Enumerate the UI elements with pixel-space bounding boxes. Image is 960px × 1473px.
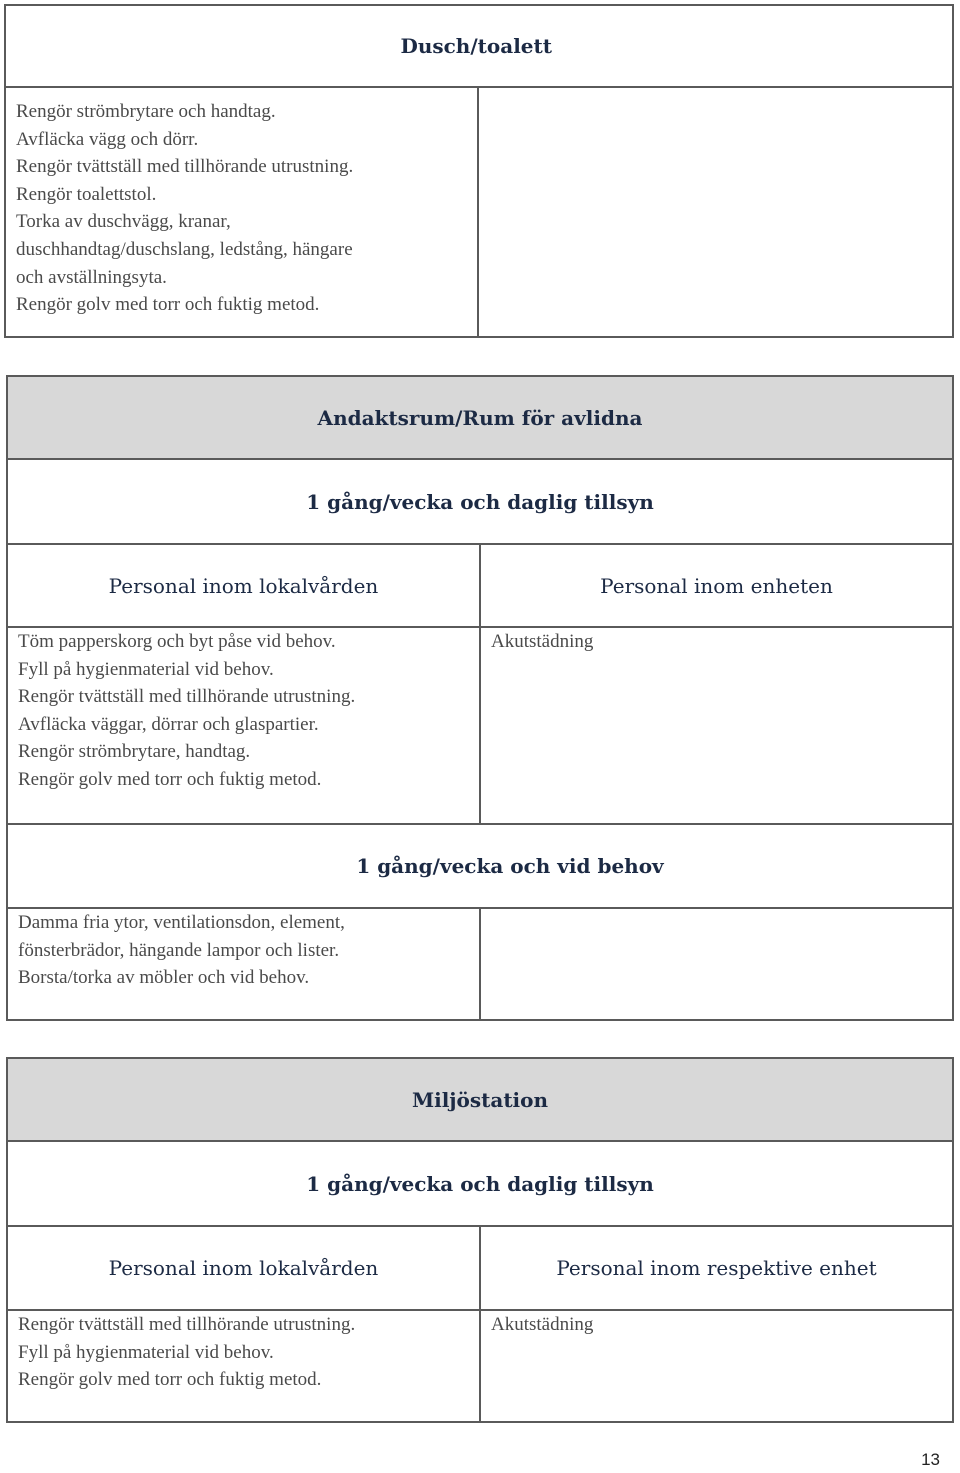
- task-item: Akutstädning: [491, 631, 594, 652]
- task-item: Avfläcka väggar, dörrar och glaspartier.: [18, 713, 319, 735]
- andakt-tasks2-row: [6, 909, 954, 1021]
- task-item: Rengör tvättställ med tillhörande utrustning.: [18, 1314, 356, 1335]
- andakt-task2-right: [481, 909, 952, 1019]
- task-item: Fyll på hygienmaterial vid behov.: [18, 1341, 274, 1363]
- andakt-tasks-row: [6, 628, 954, 825]
- dusch-task-list: [6, 88, 479, 336]
- task-item: Rengör tvättställ med tillhörande utrustning.: [16, 156, 354, 178]
- task-item: Rengör tvättställ med tillhörande utrustning.: [18, 686, 356, 708]
- task-item: Rengör toalettstol.: [16, 183, 157, 205]
- miljo-col-left: Personal inom lokalvården: [8, 1227, 481, 1309]
- task-item: duschhandtag/duschslang, ledstång, hängare: [16, 238, 353, 260]
- task-item: Rengör golv med torr och fuktig metod.: [18, 768, 322, 790]
- andakt-col-left: Personal inom lokalvården: [8, 545, 481, 626]
- andakt-title: Andaktsrum/Rum för avlidna: [317, 405, 643, 430]
- task-item: fönsterbrädor, hängande lampor och lister.: [18, 939, 340, 961]
- task-item: Avfläcka vägg och dörr.: [16, 128, 199, 150]
- miljo-title: Miljöstation: [411, 1087, 549, 1112]
- miljo-section: [6, 1057, 954, 1423]
- task-item: Borsta/torka av möbler och vid behov.: [18, 967, 310, 989]
- andakt-col-right: Personal inom enheten: [600, 573, 833, 598]
- task-item: Torka av duschvägg, kranar,: [16, 211, 231, 233]
- miljo-frequency: 1 gång/vecka och daglig tillsyn: [306, 1171, 654, 1196]
- task-item: Akutstädning: [491, 1314, 594, 1335]
- miljo-right-tasks: [481, 1311, 952, 1421]
- andakt-title-row: [6, 375, 954, 460]
- dusch-header-row: [4, 4, 954, 88]
- andakt-right-tasks: [481, 628, 952, 823]
- task-item: Rengör strömbrytare, handtag.: [18, 741, 251, 763]
- miljo-title-row: [6, 1057, 954, 1142]
- task-item: Damma fria ytor, ventilationsdon, element,: [18, 912, 345, 933]
- miljo-columns-row: [6, 1227, 954, 1311]
- dusch-section: [4, 4, 954, 338]
- task-item: Rengör strömbrytare och handtag.: [16, 101, 276, 122]
- andakt-frequency2-row: [6, 825, 954, 909]
- andakt-task2-list: [8, 909, 481, 1019]
- andakt-columns-row: [6, 545, 954, 628]
- andakt-frequency-row: [6, 460, 954, 545]
- andakt-section: [6, 375, 954, 1021]
- dusch-body-row: [4, 88, 954, 338]
- task-item: och avställningsyta.: [16, 266, 167, 288]
- dusch-right-cell: [479, 88, 952, 336]
- task-item: Rengör golv med torr och fuktig metod.: [18, 1369, 322, 1391]
- miljo-task-list: [8, 1311, 481, 1421]
- task-item: Töm papperskorg och byt påse vid behov.: [18, 631, 336, 652]
- dusch-title: Dusch/toalett: [400, 34, 552, 58]
- andakt-frequency2: 1 gång/vecka och vid behov: [356, 854, 664, 878]
- andakt-task-list: [8, 628, 481, 823]
- page-number: 13: [921, 1450, 940, 1469]
- miljo-frequency-row: [6, 1142, 954, 1227]
- miljo-col-right: Personal inom respektive enhet: [556, 1256, 877, 1280]
- task-item: Fyll på hygienmaterial vid behov.: [18, 658, 274, 680]
- andakt-frequency: 1 gång/vecka och daglig tillsyn: [306, 489, 654, 514]
- miljo-tasks-row: [6, 1311, 954, 1423]
- task-item: Rengör golv med torr och fuktig metod.: [16, 294, 320, 316]
